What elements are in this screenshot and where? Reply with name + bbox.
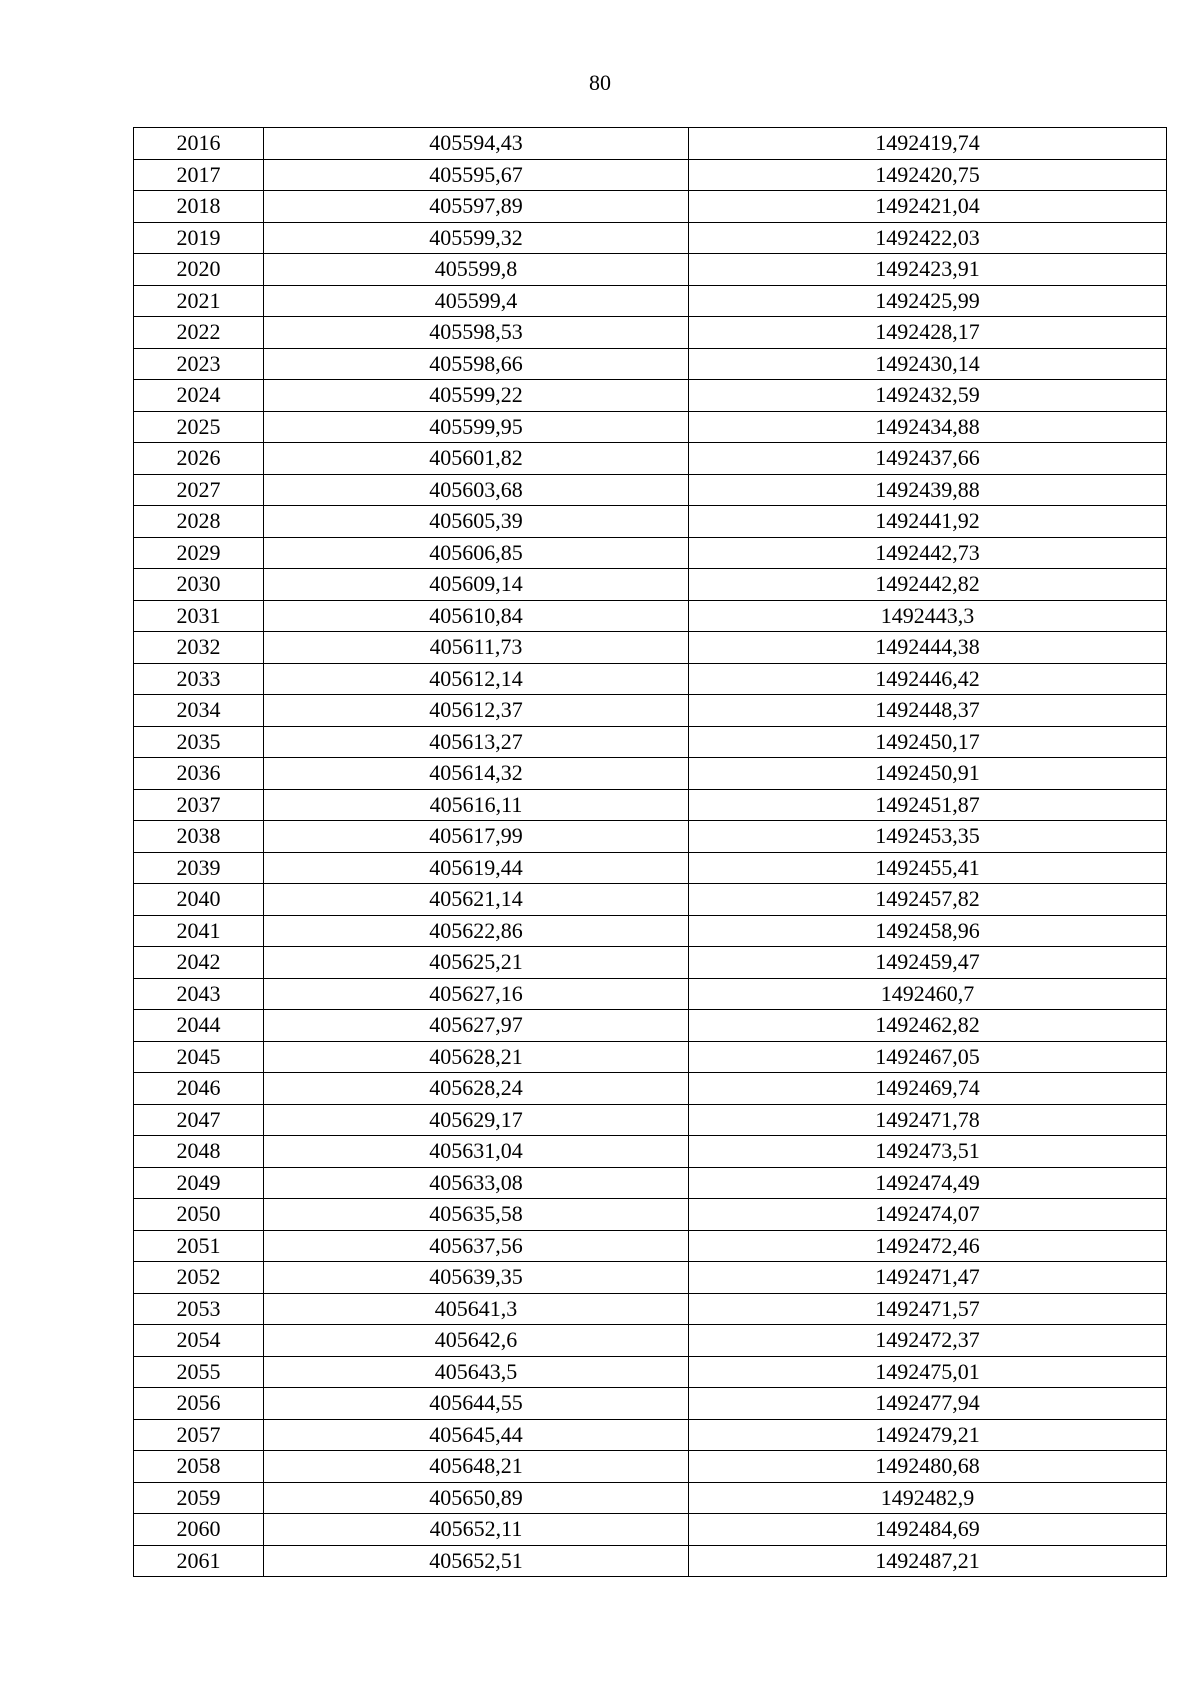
table-row [134,663,1167,695]
table-row [134,1419,1167,1451]
x-coordinate-cell: 405631,04 [264,1136,689,1168]
point-number-cell: 2038 [134,821,264,853]
y-coordinate-cell: 1492457,82 [689,884,1167,916]
x-coordinate-cell: 405619,44 [264,852,689,884]
point-number-cell: 2028 [134,506,264,538]
x-coordinate-cell: 405643,5 [264,1356,689,1388]
x-coordinate-cell: 405639,35 [264,1262,689,1294]
table-row [134,1041,1167,1073]
x-coordinate-cell: 405611,73 [264,632,689,664]
point-number-cell: 2047 [134,1104,264,1136]
table-row [134,1451,1167,1483]
table-row [134,852,1167,884]
table-row [134,411,1167,443]
table-row [134,821,1167,853]
table-row [134,159,1167,191]
table-row [134,1199,1167,1231]
x-coordinate-cell: 405601,82 [264,443,689,475]
table-row [134,1482,1167,1514]
y-coordinate-cell: 1492453,35 [689,821,1167,853]
table-row [134,191,1167,223]
x-coordinate-cell: 405598,66 [264,348,689,380]
point-number-cell: 2036 [134,758,264,790]
table-row [134,1325,1167,1357]
coordinates-table-body [134,128,1167,1577]
point-number-cell: 2030 [134,569,264,601]
y-coordinate-cell: 1492423,91 [689,254,1167,286]
table-row [134,632,1167,664]
point-number-cell: 2025 [134,411,264,443]
x-coordinate-cell: 405635,58 [264,1199,689,1231]
table-row [134,254,1167,286]
point-number-cell: 2032 [134,632,264,664]
y-coordinate-cell: 1492421,04 [689,191,1167,223]
y-coordinate-cell: 1492434,88 [689,411,1167,443]
table-row [134,1010,1167,1042]
table-row [134,285,1167,317]
y-coordinate-cell: 1492430,14 [689,348,1167,380]
point-number-cell: 2052 [134,1262,264,1294]
y-coordinate-cell: 1492487,21 [689,1545,1167,1577]
y-coordinate-cell: 1492458,96 [689,915,1167,947]
point-number-cell: 2039 [134,852,264,884]
y-coordinate-cell: 1492469,74 [689,1073,1167,1105]
x-coordinate-cell: 405652,11 [264,1514,689,1546]
y-coordinate-cell: 1492474,49 [689,1167,1167,1199]
x-coordinate-cell: 405644,55 [264,1388,689,1420]
point-number-cell: 2059 [134,1482,264,1514]
point-number-cell: 2050 [134,1199,264,1231]
x-coordinate-cell: 405599,8 [264,254,689,286]
y-coordinate-cell: 1492444,38 [689,632,1167,664]
table-row [134,537,1167,569]
x-coordinate-cell: 405650,89 [264,1482,689,1514]
y-coordinate-cell: 1492451,87 [689,789,1167,821]
y-coordinate-cell: 1492484,69 [689,1514,1167,1546]
x-coordinate-cell: 405625,21 [264,947,689,979]
table-row [134,1136,1167,1168]
table-row [134,726,1167,758]
y-coordinate-cell: 1492442,73 [689,537,1167,569]
point-number-cell: 2041 [134,915,264,947]
point-number-cell: 2024 [134,380,264,412]
y-coordinate-cell: 1492432,59 [689,380,1167,412]
table-row [134,758,1167,790]
table-row [134,1073,1167,1105]
x-coordinate-cell: 405612,37 [264,695,689,727]
point-number-cell: 2048 [134,1136,264,1168]
point-number-cell: 2017 [134,159,264,191]
point-number-cell: 2055 [134,1356,264,1388]
point-number-cell: 2023 [134,348,264,380]
coordinates-table [133,127,1167,1577]
table-row [134,1514,1167,1546]
x-coordinate-cell: 405621,14 [264,884,689,916]
y-coordinate-cell: 1492482,9 [689,1482,1167,1514]
x-coordinate-cell: 405599,95 [264,411,689,443]
y-coordinate-cell: 1492419,74 [689,128,1167,160]
table-row [134,1545,1167,1577]
point-number-cell: 2056 [134,1388,264,1420]
point-number-cell: 2029 [134,537,264,569]
x-coordinate-cell: 405633,08 [264,1167,689,1199]
point-number-cell: 2019 [134,222,264,254]
x-coordinate-cell: 405642,6 [264,1325,689,1357]
table-row [134,884,1167,916]
y-coordinate-cell: 1492471,78 [689,1104,1167,1136]
y-coordinate-cell: 1492442,82 [689,569,1167,601]
x-coordinate-cell: 405612,14 [264,663,689,695]
table-row [134,1104,1167,1136]
point-number-cell: 2016 [134,128,264,160]
point-number-cell: 2053 [134,1293,264,1325]
y-coordinate-cell: 1492472,37 [689,1325,1167,1357]
x-coordinate-cell: 405599,4 [264,285,689,317]
table-row [134,947,1167,979]
x-coordinate-cell: 405599,32 [264,222,689,254]
point-number-cell: 2058 [134,1451,264,1483]
table-row [134,443,1167,475]
point-number-cell: 2035 [134,726,264,758]
table-row [134,915,1167,947]
y-coordinate-cell: 1492422,03 [689,222,1167,254]
y-coordinate-cell: 1492448,37 [689,695,1167,727]
y-coordinate-cell: 1492477,94 [689,1388,1167,1420]
table-row [134,506,1167,538]
table-row [134,569,1167,601]
x-coordinate-cell: 405629,17 [264,1104,689,1136]
x-coordinate-cell: 405610,84 [264,600,689,632]
y-coordinate-cell: 1492472,46 [689,1230,1167,1262]
point-number-cell: 2054 [134,1325,264,1357]
y-coordinate-cell: 1492428,17 [689,317,1167,349]
y-coordinate-cell: 1492474,07 [689,1199,1167,1231]
x-coordinate-cell: 405628,21 [264,1041,689,1073]
x-coordinate-cell: 405597,89 [264,191,689,223]
point-number-cell: 2040 [134,884,264,916]
table-row [134,1293,1167,1325]
x-coordinate-cell: 405609,14 [264,569,689,601]
x-coordinate-cell: 405605,39 [264,506,689,538]
y-coordinate-cell: 1492450,17 [689,726,1167,758]
table-row [134,600,1167,632]
table-row [134,1167,1167,1199]
table-row [134,1230,1167,1262]
x-coordinate-cell: 405617,99 [264,821,689,853]
x-coordinate-cell: 405616,11 [264,789,689,821]
x-coordinate-cell: 405594,43 [264,128,689,160]
y-coordinate-cell: 1492471,47 [689,1262,1167,1294]
y-coordinate-cell: 1492439,88 [689,474,1167,506]
table-row [134,1262,1167,1294]
x-coordinate-cell: 405613,27 [264,726,689,758]
x-coordinate-cell: 405645,44 [264,1419,689,1451]
x-coordinate-cell: 405648,21 [264,1451,689,1483]
x-coordinate-cell: 405595,67 [264,159,689,191]
table-row [134,978,1167,1010]
point-number-cell: 2018 [134,191,264,223]
x-coordinate-cell: 405641,3 [264,1293,689,1325]
page-number: 80 [589,70,611,95]
y-coordinate-cell: 1492460,7 [689,978,1167,1010]
x-coordinate-cell: 405622,86 [264,915,689,947]
point-number-cell: 2027 [134,474,264,506]
table-row [134,1356,1167,1388]
point-number-cell: 2044 [134,1010,264,1042]
x-coordinate-cell: 405603,68 [264,474,689,506]
y-coordinate-cell: 1492459,47 [689,947,1167,979]
y-coordinate-cell: 1492420,75 [689,159,1167,191]
point-number-cell: 2026 [134,443,264,475]
x-coordinate-cell: 405652,51 [264,1545,689,1577]
point-number-cell: 2043 [134,978,264,1010]
y-coordinate-cell: 1492473,51 [689,1136,1167,1168]
x-coordinate-cell: 405628,24 [264,1073,689,1105]
x-coordinate-cell: 405627,16 [264,978,689,1010]
point-number-cell: 2051 [134,1230,264,1262]
point-number-cell: 2031 [134,600,264,632]
point-number-cell: 2045 [134,1041,264,1073]
y-coordinate-cell: 1492446,42 [689,663,1167,695]
y-coordinate-cell: 1492437,66 [689,443,1167,475]
point-number-cell: 2022 [134,317,264,349]
y-coordinate-cell: 1492455,41 [689,852,1167,884]
y-coordinate-cell: 1492471,57 [689,1293,1167,1325]
y-coordinate-cell: 1492462,82 [689,1010,1167,1042]
x-coordinate-cell: 405598,53 [264,317,689,349]
x-coordinate-cell: 405627,97 [264,1010,689,1042]
table-row [134,222,1167,254]
table-row [134,474,1167,506]
point-number-cell: 2049 [134,1167,264,1199]
x-coordinate-cell: 405606,85 [264,537,689,569]
y-coordinate-cell: 1492475,01 [689,1356,1167,1388]
y-coordinate-cell: 1492467,05 [689,1041,1167,1073]
y-coordinate-cell: 1492479,21 [689,1419,1167,1451]
point-number-cell: 2021 [134,285,264,317]
point-number-cell: 2020 [134,254,264,286]
point-number-cell: 2057 [134,1419,264,1451]
y-coordinate-cell: 1492450,91 [689,758,1167,790]
point-number-cell: 2034 [134,695,264,727]
point-number-cell: 2042 [134,947,264,979]
point-number-cell: 2060 [134,1514,264,1546]
table-row [134,348,1167,380]
y-coordinate-cell: 1492443,3 [689,600,1167,632]
table-row [134,789,1167,821]
table-row [134,317,1167,349]
x-coordinate-cell: 405637,56 [264,1230,689,1262]
point-number-cell: 2037 [134,789,264,821]
point-number-cell: 2046 [134,1073,264,1105]
y-coordinate-cell: 1492441,92 [689,506,1167,538]
y-coordinate-cell: 1492480,68 [689,1451,1167,1483]
x-coordinate-cell: 405599,22 [264,380,689,412]
table-row [134,128,1167,160]
x-coordinate-cell: 405614,32 [264,758,689,790]
point-number-cell: 2033 [134,663,264,695]
table-row [134,380,1167,412]
table-row [134,1388,1167,1420]
point-number-cell: 2061 [134,1545,264,1577]
table-row [134,695,1167,727]
y-coordinate-cell: 1492425,99 [689,285,1167,317]
